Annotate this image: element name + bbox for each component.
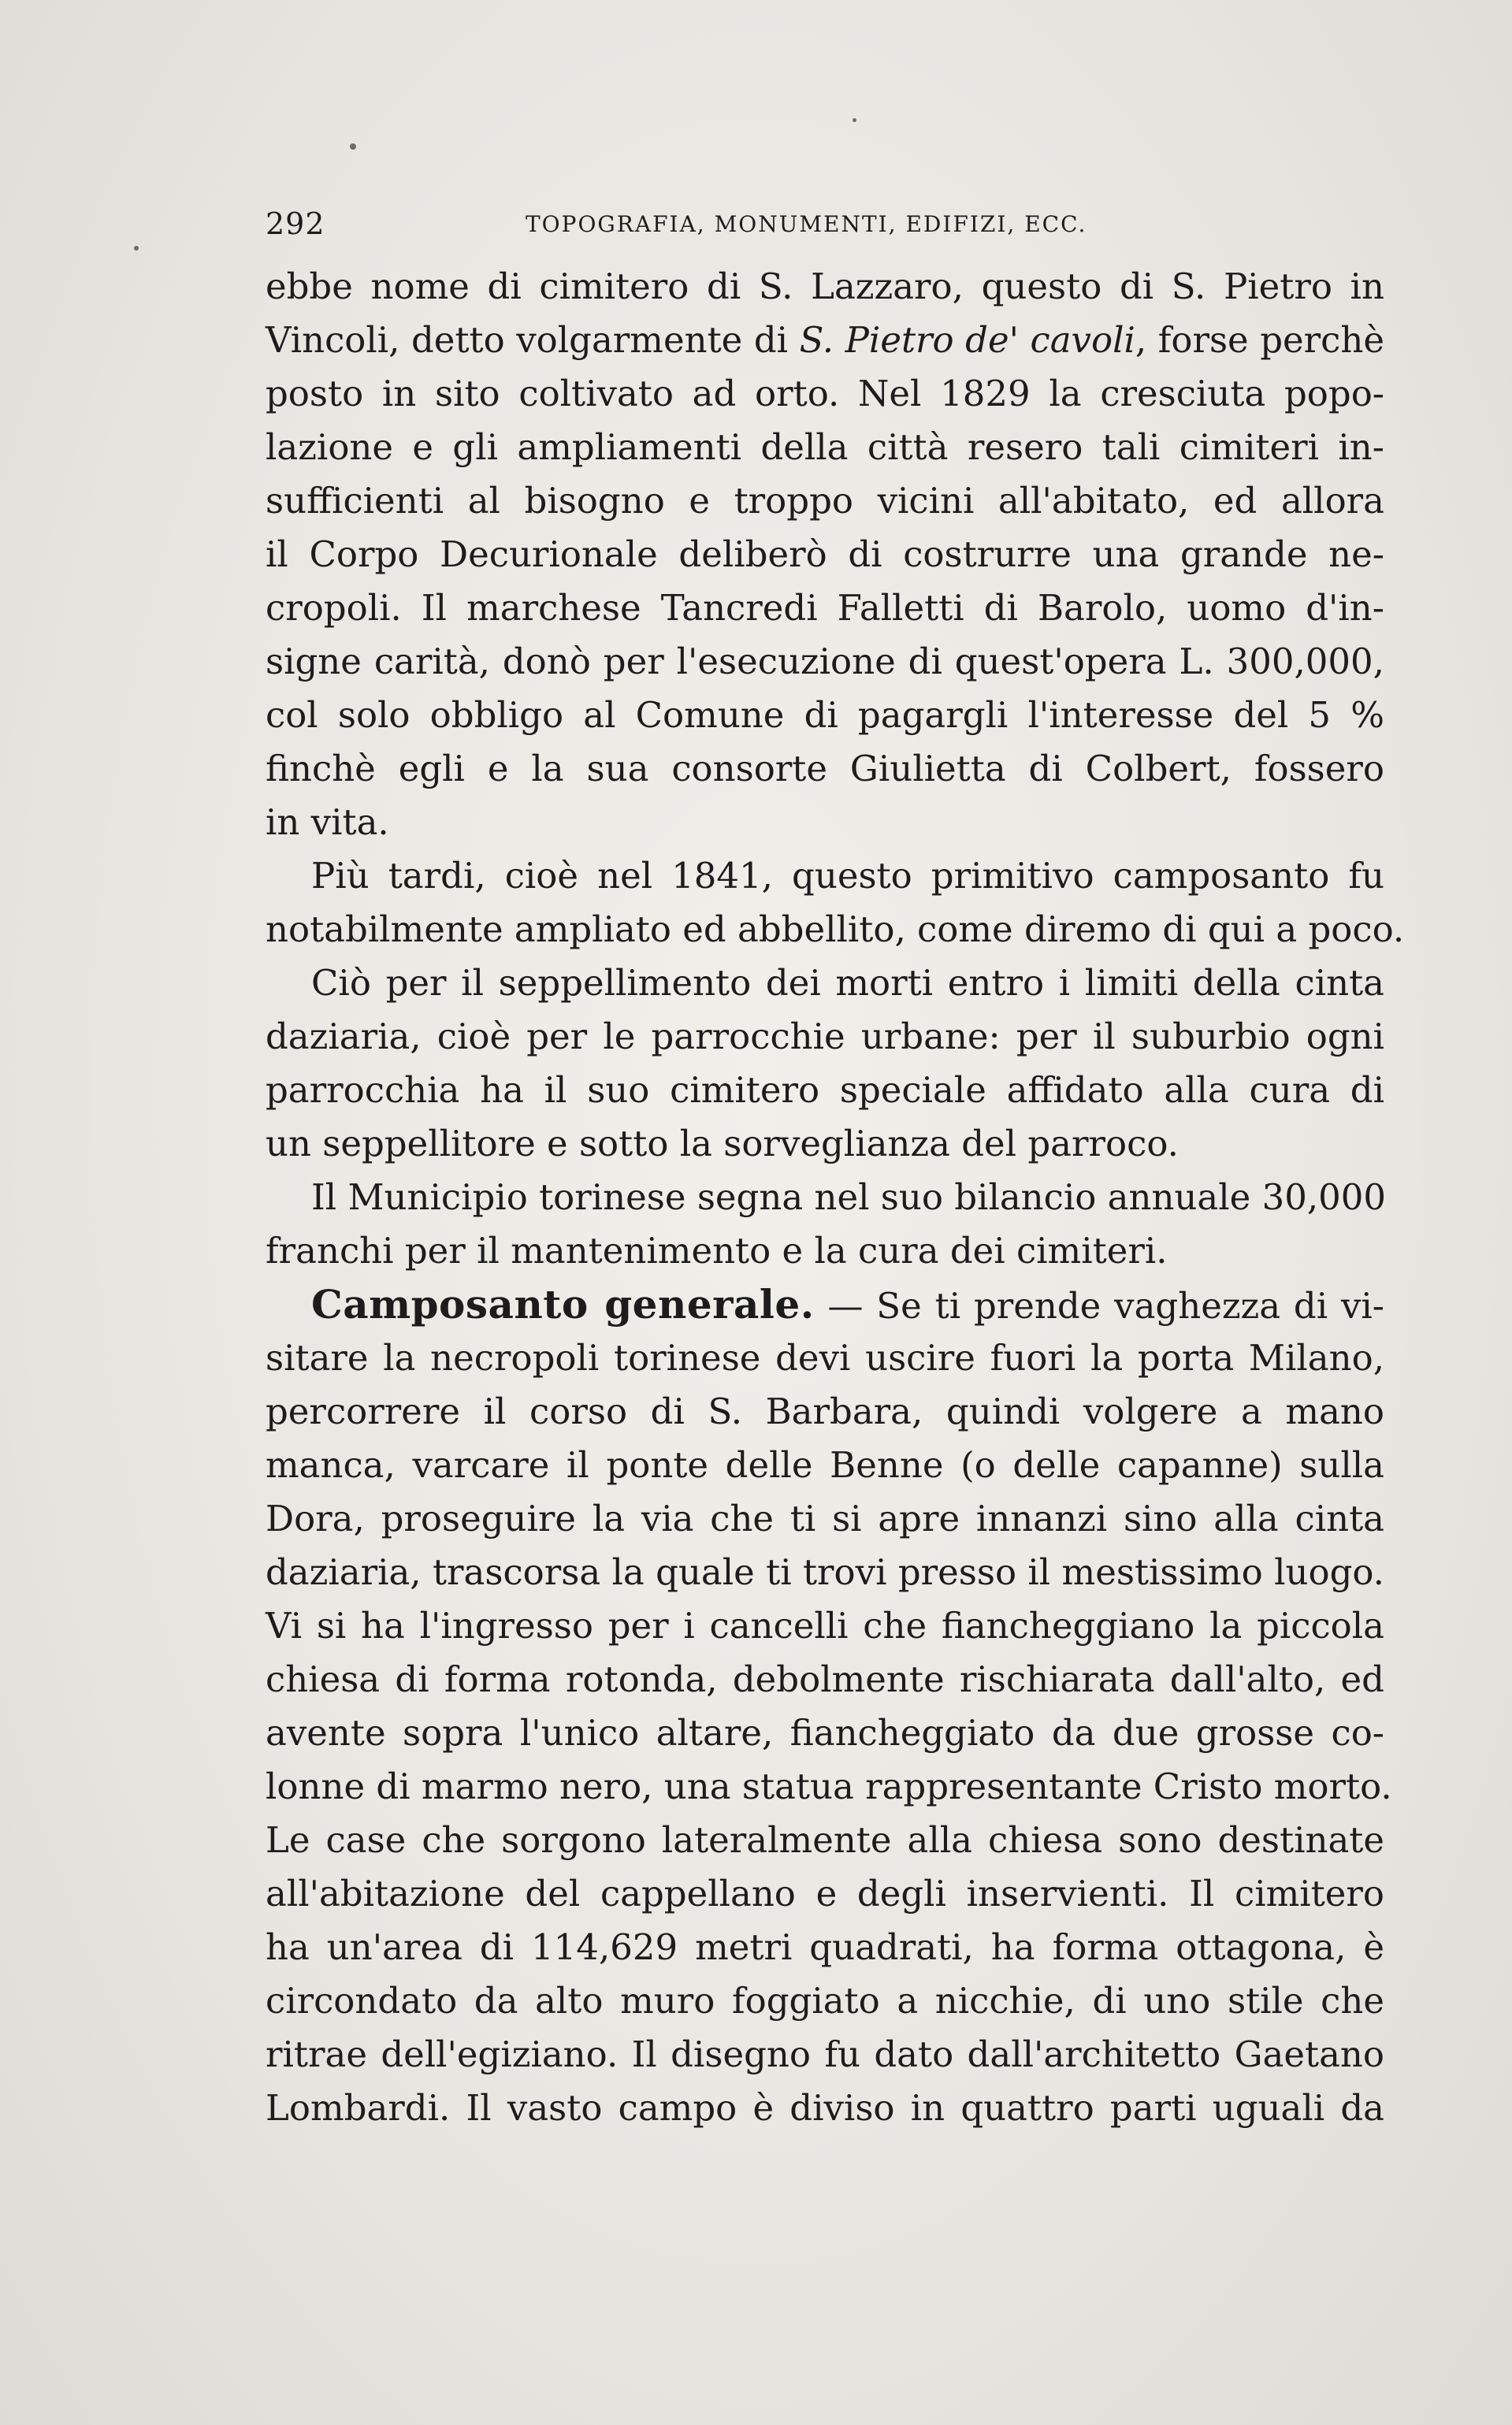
text-segment: Dora, proseguire la via che ti si apre innanzi sino alla cinta <box>266 1498 1384 1539</box>
text-line <box>266 1599 1384 1653</box>
text-line <box>266 1278 1384 1331</box>
text-segment: Più tardi, cioè nel 1841, questo primitivo camposanto fu <box>311 855 1384 897</box>
text-segment: Vi si ha l'ingresso per i cancelli che fiancheggiano la piccola <box>266 1605 1384 1647</box>
text-segment: ebbe nome di cimitero di S. Lazzaro, questo di S. Pietro in <box>266 266 1384 307</box>
text-segment: finchè egli e la sua consorte Giulietta di Colbert, fossero <box>266 748 1384 789</box>
scan-speck <box>134 246 139 251</box>
text-line <box>266 528 1384 581</box>
page-number: 292 <box>266 206 325 241</box>
italic-phrase: S. Pietro de' cavoli <box>799 319 1135 361</box>
text-segment: cropoli. Il marchese Tancredi Falletti di Barolo, uomo d'in- <box>266 587 1384 629</box>
text-line <box>266 1546 1384 1599</box>
text-line <box>266 2028 1384 2081</box>
text-line <box>266 367 1384 421</box>
text-line <box>266 581 1384 635</box>
text-segment: signe carità, donò per l'esecuzione di quest'opera L. 300,000, <box>266 641 1384 682</box>
text-segment: ritrae dell'egiziano. Il disegno fu dato dall'architetto Gaetano <box>266 2033 1384 2075</box>
text-line <box>266 421 1384 474</box>
page-header <box>266 206 1384 246</box>
text-line <box>266 796 1384 849</box>
text-line <box>266 2081 1384 2135</box>
text-segment: manca, varcare il ponte delle Benne (o delle capanne) sulla <box>266 1444 1384 1486</box>
text-line <box>266 474 1384 528</box>
text-line <box>266 1492 1384 1546</box>
text-segment: posto in sito coltivato ad orto. Nel 1829 la cresciuta popo- <box>266 373 1384 414</box>
text-line <box>266 1331 1384 1385</box>
running-head: TOPOGRAFIA, MONUMENTI, EDIFIZI, ECC. <box>526 211 1087 237</box>
scan-speck <box>853 118 856 122</box>
text-line <box>266 689 1384 742</box>
text-line <box>266 849 1384 903</box>
text-segment: col solo obbligo al Comune di pagargli l'interesse del 5 % <box>266 694 1384 736</box>
section-heading: Camposanto generale. <box>311 1281 815 1328</box>
text-segment: un seppellitore e sotto la sorveglianza del parroco. <box>266 1123 1179 1164</box>
text-line <box>266 1974 1384 2028</box>
text-segment: Ciò per il seppellimento dei morti entro i limiti della cinta <box>311 962 1384 1004</box>
text-segment: circondato da alto muro foggiato a nicchie, di uno stile che <box>266 1980 1384 2022</box>
text-segment: avente sopra l'unico altare, fiancheggiato da due grosse co- <box>266 1712 1384 1754</box>
text-line <box>266 1760 1392 1814</box>
text-line <box>266 1653 1384 1706</box>
text-segment: franchi per il mantenimento e la cura dei cimiteri. <box>266 1230 1168 1272</box>
text-line <box>266 1867 1384 1921</box>
text-segment: sitare la necropoli torinese devi uscire fuori la porta Milano, <box>266 1337 1384 1379</box>
text-line <box>266 1814 1384 1867</box>
text-segment: ha un'area di 114,629 metri quadrati, ha forma ottagona, è <box>266 1926 1384 1968</box>
text-line <box>266 742 1384 796</box>
text-segment: lonne di marmo nero, una statua rappresentante Cristo morto. <box>266 1766 1392 1807</box>
text-line <box>266 1117 1384 1171</box>
text-segment: in vita. <box>266 801 389 843</box>
text-segment: lazione e gli ampliamenti della città resero tali cimiteri in- <box>266 426 1384 468</box>
text-segment: notabilmente ampliato ed abbellito, come diremo di qui a poco. <box>266 908 1405 950</box>
text-line <box>266 1439 1384 1492</box>
body-text <box>266 260 1405 2135</box>
text-segment: , forse perchè <box>1135 319 1384 361</box>
text-segment: il Corpo Decurionale deliberò di costrurre una grande ne- <box>266 533 1384 575</box>
text-line <box>266 1706 1384 1760</box>
scan-speck <box>350 143 356 150</box>
text-segment: all'abitazione del cappellano e degli inservienti. Il cimitero <box>266 1873 1384 1914</box>
text-line <box>266 1064 1384 1117</box>
text-segment: Le case che sorgono lateralmente alla chiesa sono destinate <box>266 1819 1384 1861</box>
text-line <box>266 1385 1384 1439</box>
text-segment: chiesa di forma rotonda, debolmente rischiarata dall'alto, ed <box>266 1658 1384 1700</box>
text-segment: — Se ti prende vaghezza di vi- <box>814 1285 1384 1327</box>
text-segment: Vincoli, detto volgarmente di <box>266 319 800 361</box>
text-line <box>266 956 1384 1010</box>
text-line <box>266 1921 1384 1974</box>
text-segment: Lombardi. Il vasto campo è diviso in quattro parti uguali da <box>266 2087 1384 2129</box>
text-segment: daziaria, cioè per le parrocchie urbane: per il suburbio ogni <box>266 1016 1384 1057</box>
text-segment: parrocchia ha il suo cimitero speciale affidato alla cura di <box>266 1069 1384 1111</box>
text-segment: Il Municipio torinese segna nel suo bilancio annuale 30,000 <box>311 1176 1387 1218</box>
text-segment: percorrere il corso di S. Barbara, quindi volgere a mano <box>266 1391 1384 1432</box>
text-line <box>266 1010 1384 1064</box>
text-line <box>266 260 1384 314</box>
text-segment: daziaria, trascorsa la quale ti trovi presso il mestissimo luogo. <box>266 1551 1384 1593</box>
text-line <box>266 1224 1384 1278</box>
text-segment: sufficienti al bisogno e troppo vicini all'abitato, ed allora <box>266 480 1384 522</box>
text-line <box>266 635 1384 689</box>
text-line <box>266 903 1405 956</box>
text-line <box>266 314 1384 367</box>
text-line <box>266 1171 1387 1224</box>
